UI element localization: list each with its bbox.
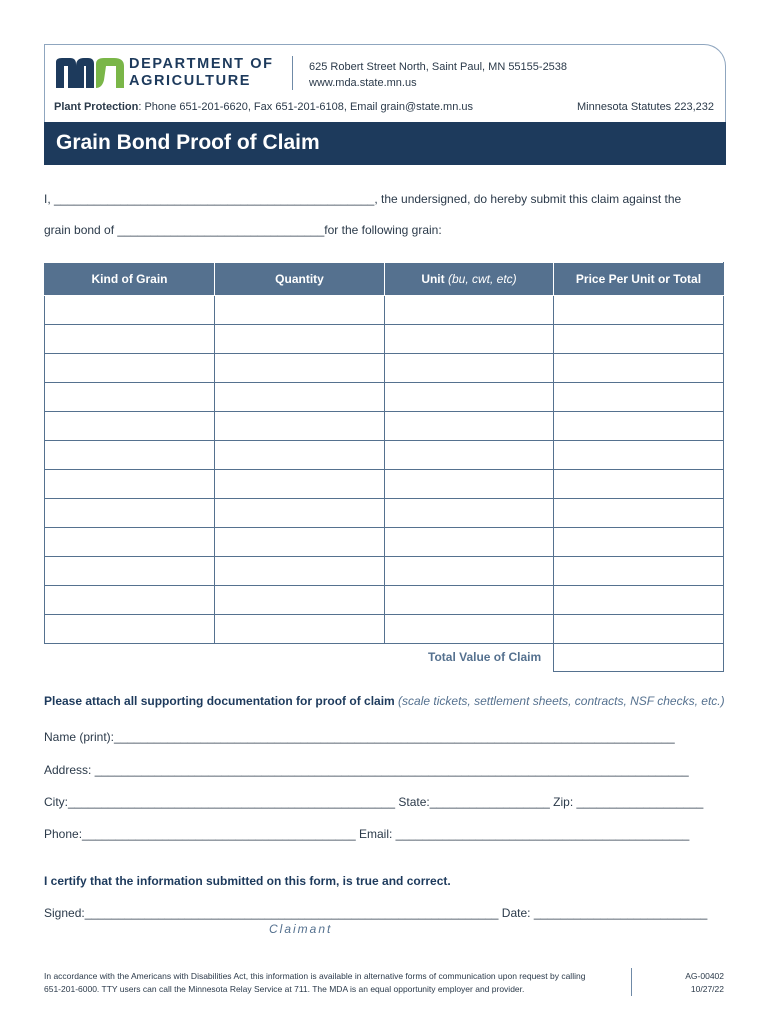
dept-name-line2: AGRICULTURE [129,73,252,89]
table-cell[interactable] [385,615,554,644]
table-cell[interactable] [385,441,554,470]
table-cell[interactable] [554,557,724,586]
column-header-price: Price Per Unit or Total [554,263,724,296]
table-cell[interactable] [385,470,554,499]
table-row [45,528,724,557]
grain-bond-line[interactable]: grain bond of _______________________________for the following grain: [44,223,442,237]
city-state-zip-field[interactable]: City:_________________________________________________ State:__________________ Zip: ___________________ [44,795,704,809]
address-field[interactable]: Address: _________________________________________________________________________________________ [44,763,689,777]
table-cell[interactable] [45,470,215,499]
title-bar [44,122,726,165]
header-divider [292,56,293,90]
form-date: 10/27/22 [690,984,724,994]
table-cell[interactable] [385,354,554,383]
form-info [685,970,724,996]
table-row [45,296,724,325]
table-cell[interactable] [45,557,215,586]
table-row [45,586,724,615]
table-cell[interactable] [554,296,724,325]
table-cell[interactable] [215,412,385,441]
table-cell[interactable] [215,557,385,586]
website-url: www.mda.state.mn.us [309,77,417,89]
table-cell[interactable] [385,412,554,441]
table-cell[interactable] [215,296,385,325]
statutes-reference: Minnesota Statutes 223,232 [577,101,714,113]
table-row [45,325,724,354]
table-row [45,499,724,528]
table-cell[interactable] [385,325,554,354]
table-cell[interactable] [385,383,554,412]
column-header-unit: Unit (bu, cwt, etc) [385,263,554,296]
form-code: AG-00402 [685,971,724,981]
table-cell[interactable] [45,499,215,528]
table-cell[interactable] [215,586,385,615]
plant-protection-contact [54,101,473,113]
table-row [45,383,724,412]
table-cell[interactable] [45,441,215,470]
column-header-quantity: Quantity [215,263,385,296]
page-title: Grain Bond Proof of Claim [56,131,320,154]
table-cell[interactable] [554,528,724,557]
table-cell[interactable] [554,615,724,644]
certification-statement: I certify that the information submitted on this form, is true and correct. [44,874,451,888]
ada-notice: In accordance with the Americans with Disabilities Act, this information is available in alternative forms of communication upon request by calling 651-201-6000. TTY users can call the Minnesota Relay Service at 711. The MDA is an equal opportunity employer and provider. [44,971,586,994]
table-cell[interactable] [215,499,385,528]
table-cell[interactable] [385,528,554,557]
table-cell[interactable] [215,441,385,470]
grain-table [44,262,724,644]
mn-logo-mark [54,56,130,90]
table-cell[interactable] [385,586,554,615]
table-row [45,557,724,586]
plant-protection-label: Plant Protection [54,101,139,113]
signature-date-field[interactable]: Signed:______________________________________________________________ Date: __________________________ [44,906,708,920]
street-address: 625 Robert Street North, Saint Paul, MN 55155-2538 [309,61,568,73]
table-cell[interactable] [215,325,385,354]
table-cell[interactable] [554,325,724,354]
table-cell[interactable] [45,528,215,557]
table-cell[interactable] [45,325,215,354]
dept-name-line1: DEPARTMENT OF [129,56,274,72]
table-cell[interactable] [45,412,215,441]
table-cell[interactable] [554,441,724,470]
table-cell[interactable] [554,499,724,528]
header-address [309,59,567,91]
footer-divider [631,968,632,996]
table-row [45,354,724,383]
table-row [45,470,724,499]
table-cell[interactable] [554,470,724,499]
total-value-field[interactable] [553,643,724,672]
table-cell[interactable] [215,528,385,557]
table-cell[interactable] [554,383,724,412]
column-header-kind-of-grain: Kind of Grain [45,263,215,296]
name-field[interactable]: Name (print):____________________________________________________________________________________ [44,730,675,744]
table-row [45,441,724,470]
table-cell[interactable] [385,296,554,325]
table-cell[interactable] [215,470,385,499]
table-cell[interactable] [45,615,215,644]
claimant-statement-line[interactable]: I, ________________________________________________, the undersigned, do hereby submit this claim against the [44,192,682,206]
table-cell[interactable] [554,354,724,383]
table-row [45,615,724,644]
attach-instructions: Please attach all supporting documentation for proof of claim (scale tickets, settlement sheets, contracts, NSF checks, etc.) [44,694,725,708]
grain-table-header [45,263,724,296]
table-row [45,412,724,441]
table-cell[interactable] [385,499,554,528]
table-cell[interactable] [215,615,385,644]
claimant-label: Claimant [269,922,333,936]
table-cell[interactable] [45,354,215,383]
total-value-label: Total Value of Claim [428,650,542,664]
table-cell[interactable] [215,383,385,412]
table-cell[interactable] [45,586,215,615]
phone-email-field[interactable]: Phone:_________________________________________ Email: ____________________________________________ [44,827,690,841]
table-cell[interactable] [45,383,215,412]
table-cell[interactable] [215,354,385,383]
table-cell[interactable] [554,586,724,615]
table-cell[interactable] [45,296,215,325]
plant-protection-details: : Phone 651-201-6620, Fax 651-201-6108, Email grain@state.mn.us [138,101,473,113]
table-cell[interactable] [554,412,724,441]
table-cell[interactable] [385,557,554,586]
